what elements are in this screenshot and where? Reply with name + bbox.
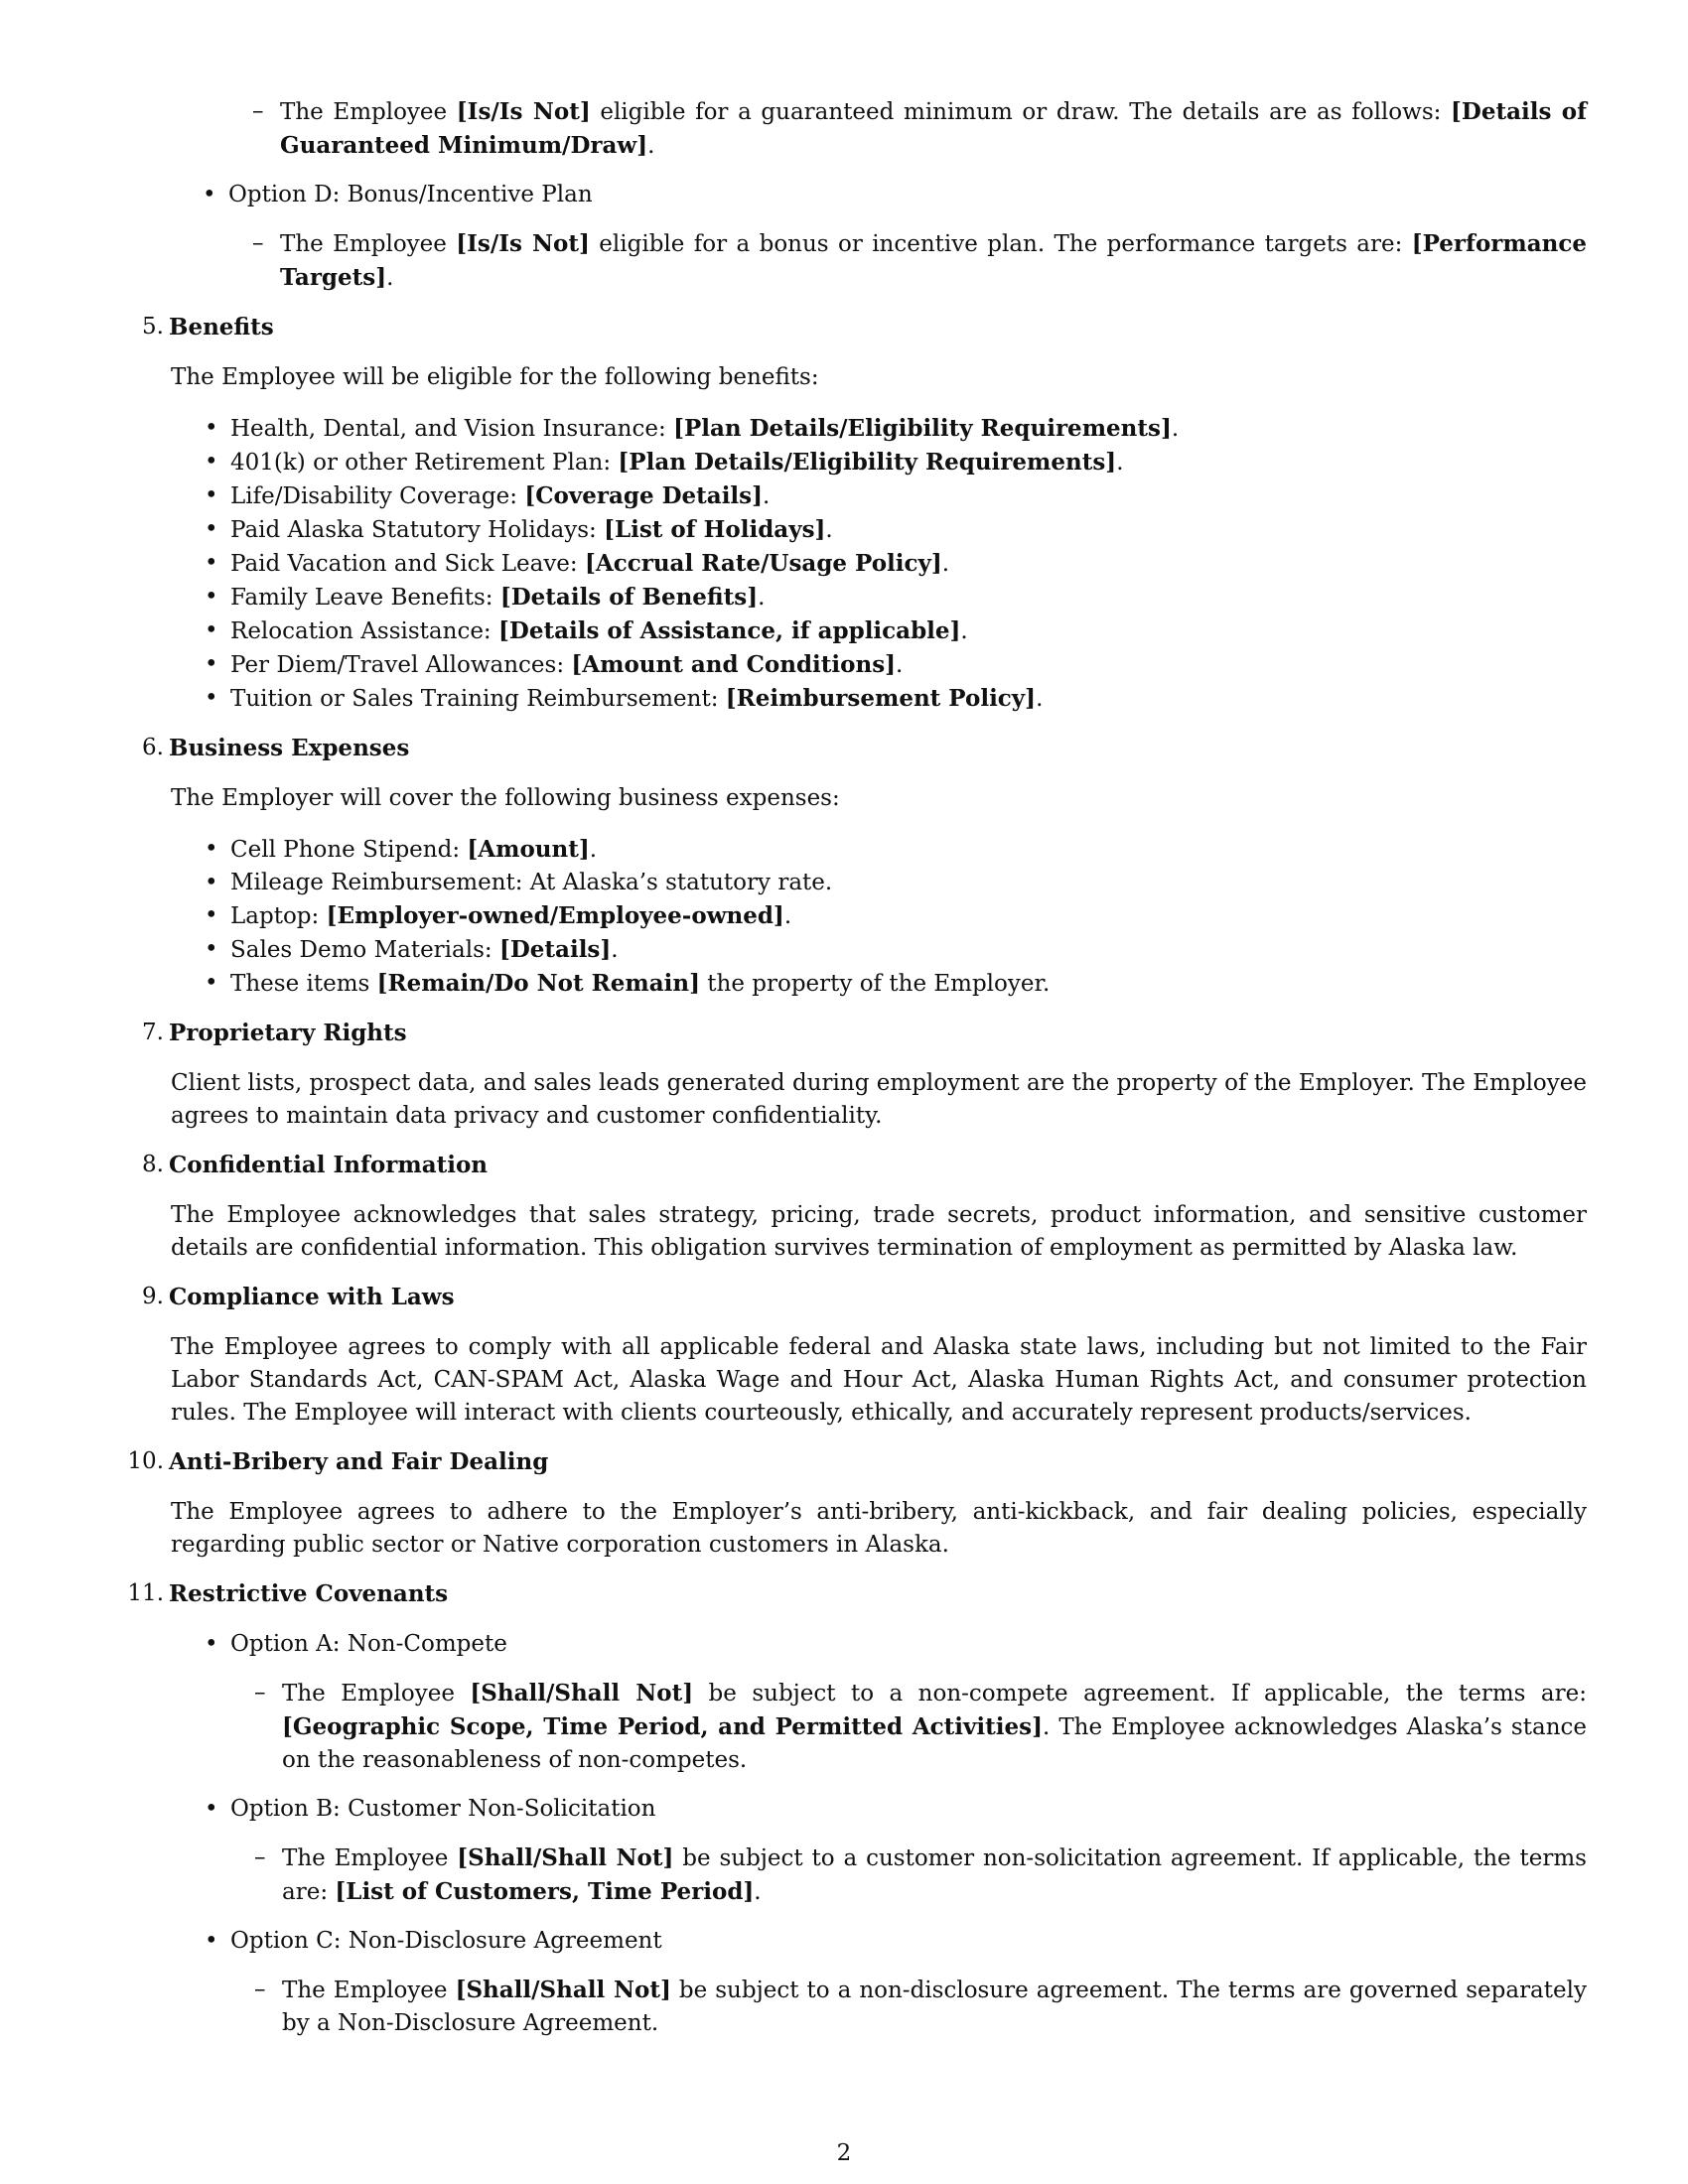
section-confidential-information	[142, 1149, 1587, 1265]
list-item: • Per Diem/Travel Allowances: [Amount and Conditions].	[205, 651, 904, 678]
section-proprietary-rights	[142, 1017, 1587, 1133]
option-c-heading: • Option C: Non-Disclosure Agreement	[205, 1928, 662, 1954]
section-anti-bribery	[127, 1445, 1587, 1562]
list-item: • Family Leave Benefits: [Details of Benefits].	[205, 584, 766, 611]
benefits-list	[169, 412, 1587, 716]
bullet-marker: •	[203, 182, 216, 207]
option-d-heading: • Option D: Bonus/Incentive Plan	[167, 179, 1587, 211]
section-intro: The Employee will be eligible for the following benefits:	[171, 364, 819, 390]
expenses-list	[169, 833, 1587, 1001]
section-body: The Employee agrees to comply with all applicable federal and Alaska state laws, including but not limited to the Fair Labor Standards Act, CAN-SPAM Act, Alaska Wage and Hour Act, Alaska Human Rights Act, and consumer protection rules. The Employee will interact with clients courteously, ethically, and accurately represent products/services.	[171, 1334, 1587, 1426]
section-heading: 8. Confidential Information	[142, 1152, 489, 1178]
list-item: • Paid Alaska Statutory Holidays: [List of Holidays].	[205, 516, 833, 543]
section-body: The Employee agrees to adhere to the Employer’s anti-bribery, anti-kickback, and fair dealing policies, especially regarding public sector or Native corporation customers in Alaska.	[171, 1499, 1587, 1558]
dash-marker: –	[252, 98, 264, 124]
section-heading: 9. Compliance with Laws	[142, 1284, 455, 1310]
section-heading: 10. Anti-Bribery and Fair Dealing	[127, 1448, 549, 1475]
non-compete-item: – The Employee [Shall/Shall Not] be subject to a non-compete agreement. If applicable, the terms are: [Geographic Scope, Time Period, and Permitted Activities]. The Employee acknowledges Alaska’s stance on the reasonableness of non-competes.	[254, 1680, 1587, 1773]
section-restrictive-covenants	[127, 1577, 1587, 2040]
list-item: • Paid Vacation and Sick Leave: [Accrual Rate/Usage Policy].	[205, 550, 950, 577]
dash-marker: –	[252, 230, 264, 256]
section-compliance-with-laws	[142, 1281, 1587, 1430]
list-item: • Health, Dental, and Vision Insurance: [Plan Details/Eligibility Requirements].	[205, 415, 1180, 442]
section-body: Client lists, prospect data, and sales leads generated during employment are the property of the Employer. The Employee agrees to maintain data privacy and customer confidentiality.	[171, 1070, 1587, 1129]
non-disclosure-item: – The Employee [Shall/Shall Not] be subject to a non-disclosure agreement. The terms are governed separately by a Non-Disclosure Agreement.	[254, 1977, 1587, 2036]
guaranteed-minimum-item: – The Employee [Is/Is Not] eligible for a guaranteed minimum or draw. The details are as follows: [Details of Guaranteed Minimum/Draw].	[167, 95, 1587, 163]
list-item: • Cell Phone Stipend: [Amount].	[205, 836, 598, 863]
list-item: • 401(k) or other Retirement Plan: [Plan Details/Eligibility Requirements].	[205, 449, 1124, 476]
option-a-heading: • Option A: Non-Compete	[205, 1631, 507, 1657]
list-item: • Tuition or Sales Training Reimbursement: [Reimbursement Policy].	[205, 685, 1044, 712]
document-page	[127, 95, 1587, 2040]
list-item: • Sales Demo Materials: [Details].	[205, 936, 619, 963]
option-b-heading: • Option B: Customer Non-Solicitation	[205, 1796, 656, 1822]
section-benefits	[142, 311, 1587, 716]
list-item: • Life/Disability Coverage: [Coverage Details].	[205, 482, 771, 509]
non-solicitation-item: – The Employee [Shall/Shall Not] be subject to a customer non-solicitation agreement. If applicable, the terms are: [List of Customers, Time Period].	[254, 1844, 1587, 1905]
list-item: • These items [Remain/Do Not Remain] the property of the Employer.	[205, 970, 1051, 997]
list-item: • Relocation Assistance: [Details of Assistance, if applicable].	[205, 617, 968, 644]
list-item: • Mileage Reimbursement: At Alaska’s statutory rate.	[205, 870, 833, 895]
section-heading: 6. Business Expenses	[142, 735, 410, 761]
list-item: • Laptop: [Employer-owned/Employee-owned].	[205, 902, 792, 929]
section-intro: The Employer will cover the following business expenses:	[171, 785, 840, 811]
section-heading: 11. Restrictive Covenants	[127, 1580, 449, 1607]
bonus-plan-item: – The Employee [Is/Is Not] eligible for a bonus or incentive plan. The performance targets are: [Performance Targets].	[167, 227, 1587, 295]
section-body: The Employee acknowledges that sales strategy, pricing, trade secrets, product information, and sensitive customer details are confidential information. This obligation survives termination of employment as permitted by Alaska law.	[171, 1202, 1587, 1261]
section-heading: 7. Proprietary Rights	[142, 1020, 407, 1046]
page-number: 2	[836, 2140, 852, 2166]
section-business-expenses	[142, 732, 1587, 1001]
section-heading: 5. Benefits	[142, 314, 274, 341]
